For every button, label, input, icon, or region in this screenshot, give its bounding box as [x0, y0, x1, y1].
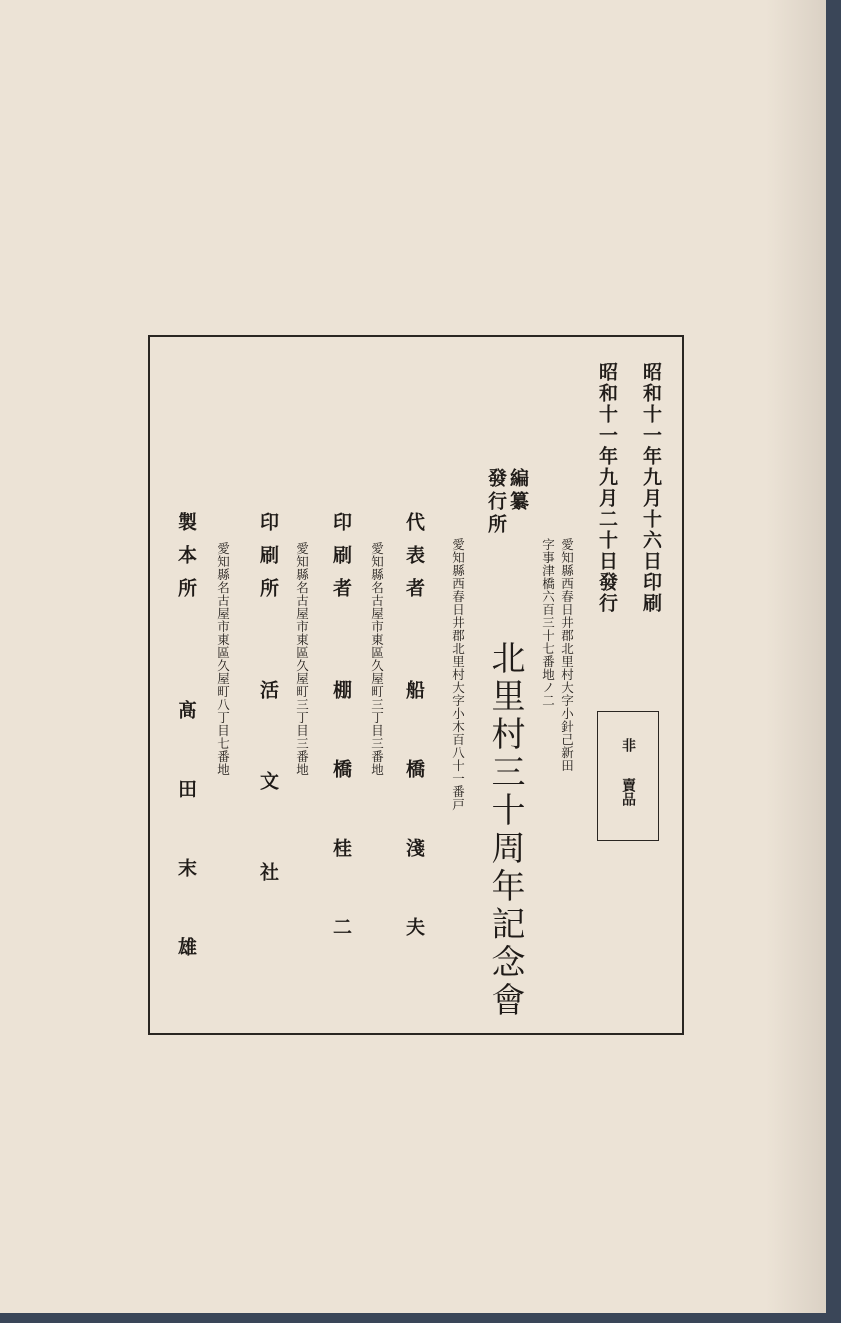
printshop-label: 印刷所 [257, 512, 279, 611]
not-for-sale-char: 非 [620, 738, 636, 752]
not-for-sale-box [597, 711, 659, 841]
address-line-1: 愛知縣西春日井郡北里村大字小針己新田 [559, 538, 575, 772]
compiler-label-2: 發行所 [485, 468, 507, 537]
binder-name: 髙田末雄 [175, 700, 197, 1016]
printer-label: 印刷者 [330, 512, 352, 611]
compiler-name: 北里村三十周年記念會 [485, 640, 525, 1020]
rep-label: 代表者 [403, 512, 425, 611]
address-line-2: 字事津橋六百三十七番地ノ二 [540, 538, 556, 707]
rep-address: 愛知縣名古屋市東區久屋町三丁目三番地 [369, 542, 385, 776]
issue-date: 昭和十一年九月二十日發行 [596, 362, 618, 614]
not-for-sale-text: 賣品 [620, 778, 636, 806]
rep-name: 船橋淺夫 [403, 680, 425, 996]
compiler-address: 愛知縣西春日井郡北里村大字小木百八十一番戸 [450, 538, 466, 811]
printer-address: 愛知縣名古屋市東區久屋町三丁目三番地 [294, 542, 310, 776]
print-date: 昭和十一年九月十六日印刷 [640, 362, 662, 614]
compiler-label-1: 編纂 [507, 468, 529, 514]
printshop-address: 愛知縣名古屋市東區久屋町八丁目七番地 [215, 542, 231, 776]
printshop-name: 活文社 [257, 680, 279, 953]
printer-name: 棚橋桂二 [330, 680, 352, 996]
page-shadow [766, 0, 826, 1313]
binder-label: 製本所 [175, 512, 197, 611]
